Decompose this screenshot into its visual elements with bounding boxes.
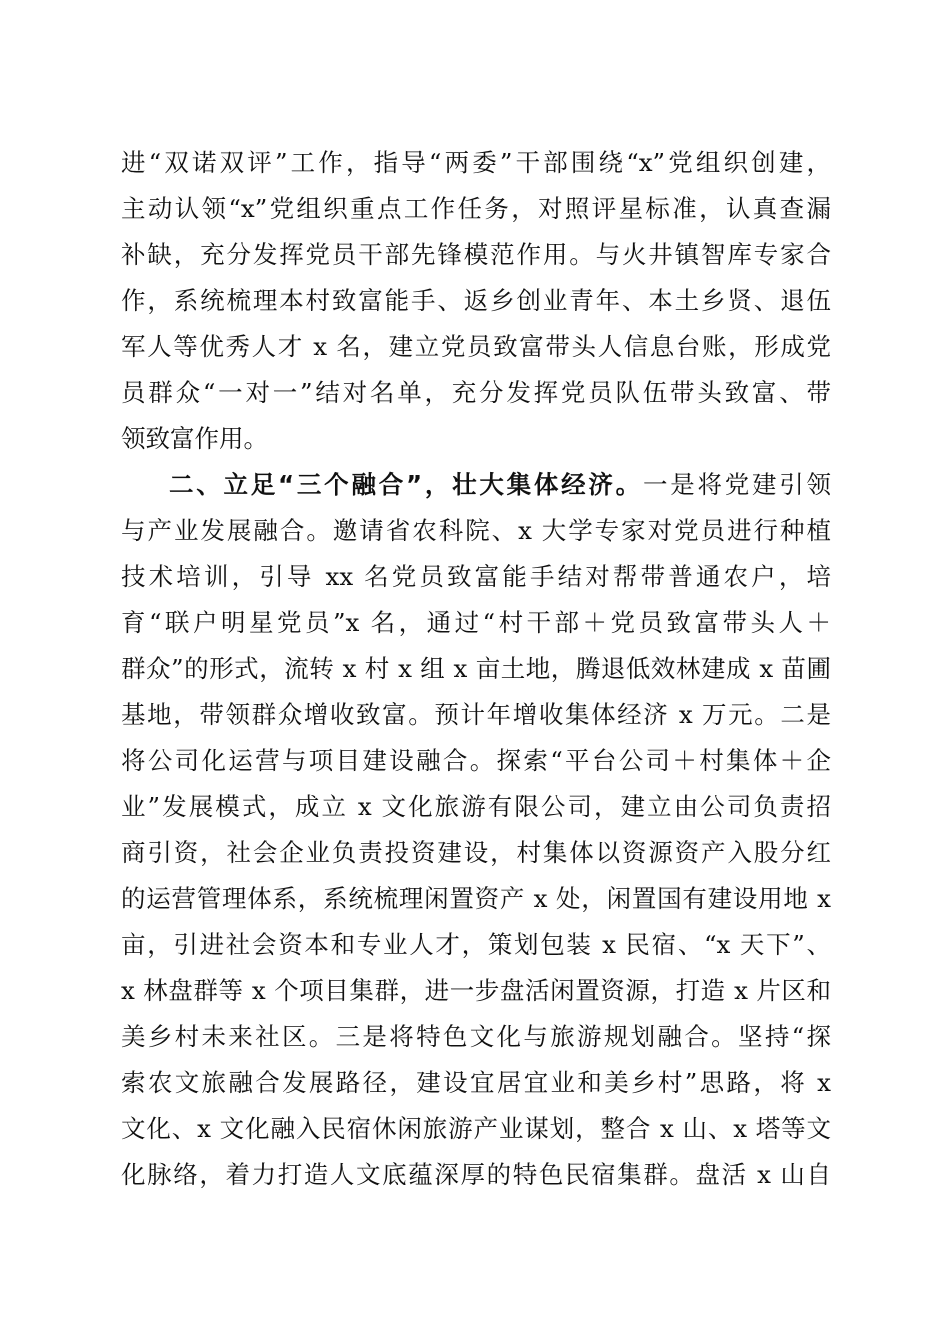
p2-line-8: 业”发展模式，成立 x 文化旅游有限公司，建立由公司负责招 bbox=[121, 792, 831, 821]
p2-line-1-rest: 一是将党建引领 bbox=[642, 470, 832, 499]
p2-line-6: 基地，带领群众增收致富。预计年增收集体经济 x 万元。二是 bbox=[121, 700, 831, 729]
section-heading: 二、立足“三个融合”，壮大集体经济。 bbox=[169, 470, 643, 499]
p1-line-3: 补缺，充分发挥党员干部先锋模范作用。与火井镇智库专家合 bbox=[121, 240, 831, 269]
p2-line-2: 与产业发展融合。邀请省农科院、x 大学专家对党员进行种植 bbox=[121, 516, 831, 545]
p2-line-10: 的运营管理体系，系统梳理闲置资产 x 处，闲置国有建设用地 x bbox=[121, 884, 831, 913]
p2-line-13: 美乡村未来社区。三是将特色文化与旅游规划融合。坚持“探 bbox=[121, 1022, 831, 1051]
p1-line-2: 主动认领“x”党组织重点工作任务，对照评星标准，认真查漏 bbox=[121, 194, 831, 223]
p2-line-15: 文化、x 文化融入民宿休闲旅游产业谋划，整合 x 山、x 塔等文 bbox=[121, 1114, 831, 1143]
p1-line-7: 领致富作用。 bbox=[121, 424, 268, 453]
p2-line-7: 将公司化运营与项目建设融合。探索“平台公司＋村集体＋企 bbox=[121, 746, 831, 775]
p2-line-14: 索农文旅融合发展路径，建设宜居宜业和美乡村”思路，将 x bbox=[121, 1068, 831, 1097]
p1-line-5: 军人等优秀人才 x 名，建立党员致富带头人信息台账，形成党 bbox=[121, 332, 831, 361]
p2-line-11: 亩，引进社会资本和专业人才，策划包装 x 民宿、“x 天下”、 bbox=[121, 930, 831, 959]
p2-line-3: 技术培训，引导 xx 名党员致富能手结对帮带普通农户，培 bbox=[121, 562, 831, 591]
p1-line-6: 员群众“一对一”结对名单，充分发挥党员队伍带头致富、带 bbox=[121, 378, 831, 407]
p2-line-4: 育“联户明星党员”x 名，通过“村干部＋党员致富带头人＋ bbox=[121, 608, 831, 637]
p2-line-12: x 林盘群等 x 个项目集群，进一步盘活闲置资源，打造 x 片区和 bbox=[121, 976, 831, 1005]
p2-line-5: 群众”的形式，流转 x 村 x 组 x 亩土地，腾退低效林建成 x 苗圃 bbox=[121, 654, 831, 683]
p1-line-1: 进“双诺双评”工作，指导“两委”干部围绕“x”党组织创建， bbox=[121, 148, 831, 177]
p2-line-9: 商引资，社会企业负责投资建设，村集体以资源资产入股分红 bbox=[121, 838, 831, 867]
p2-line-16: 化脉络，着力打造人文底蕴深厚的特色民宿集群。盘活 x 山自 bbox=[121, 1160, 831, 1189]
p1-line-4: 作，系统梳理本村致富能手、返乡创业青年、本土乡贤、退伍 bbox=[121, 286, 831, 315]
p2-line-1 bbox=[169, 462, 831, 508]
